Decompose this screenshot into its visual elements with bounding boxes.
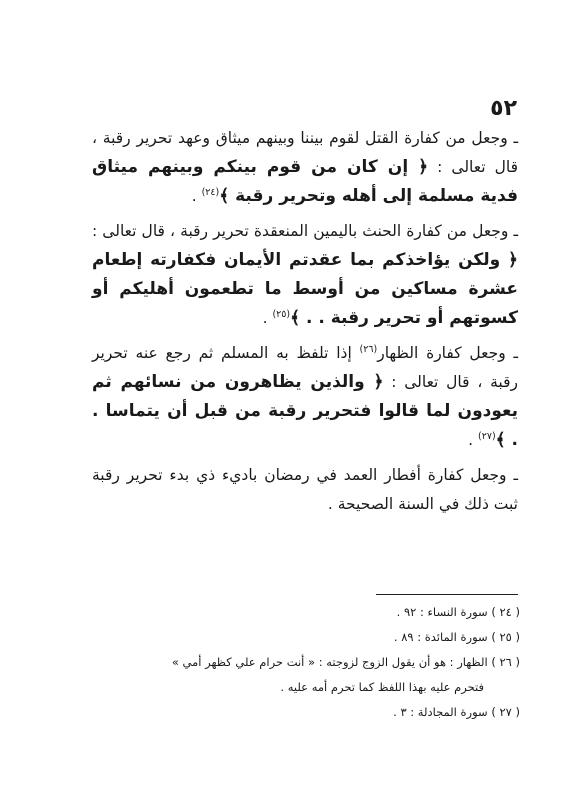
paragraph-text: إذا تلفظ به المسلم ثم رجع عنه تحرير رقبة ، قال تعالى : bbox=[92, 344, 518, 391]
page-number: ٥٢ bbox=[490, 96, 517, 121]
main-text bbox=[92, 124, 518, 525]
footnote-25: ( ٢٥ ) سورة المائدة : ٨٩ . bbox=[393, 630, 520, 644]
footnote-ref-24: (٢٤) bbox=[201, 186, 220, 198]
quran-verse: ﴿ والذين يظاهرون من نسائهم ثم يعودون لما قالوا فتحرير رقبة من قبل أن يتماسا . . ﴾ bbox=[92, 372, 518, 450]
footnote-ref-26: (٢٦) bbox=[359, 343, 378, 355]
sentence-end: . bbox=[468, 431, 478, 449]
quran-verse: ﴿ ولكن يؤاخذكم بما عقدتم الأيمان فكفارته إطعام عشرة مساكين من أوسط ما تطعمون أهليكم أو كسوتهم أو تحرير رقبة . . ﴾ bbox=[92, 250, 518, 328]
sentence-end: . bbox=[191, 187, 202, 205]
paragraph-text: ـ وجعل من كفارة الحنث باليمين المنعقدة تحرير رقبة ، قال تعالى : bbox=[92, 222, 518, 240]
footnote-24: ( ٢٤ ) سورة النساء : ٩٢ . bbox=[396, 605, 520, 619]
footnote-26: ( ٢٦ ) الظهار : هو أن يقول الزوج لزوجته : « أنت حرام علي كظهر أمي » bbox=[171, 655, 520, 669]
paragraph-oath-expiation bbox=[92, 217, 518, 333]
sentence-end: . bbox=[262, 309, 273, 327]
paragraph-killing-expiation bbox=[92, 124, 518, 211]
paragraph-fasting-expiation bbox=[92, 461, 518, 519]
quran-verse: ﴿ إن كان من قوم بينكم وبينهم ميثاق فدية مسلمة إلى أهله وتحرير رقبة ﴾ bbox=[92, 157, 518, 206]
paragraph-text: ـ وجعل من كفارة القتل لقوم بيننا وبينهم ميثاق وعهد تحرير رقبة ، قال تعالى : bbox=[92, 129, 518, 176]
footnote-ref-27: (٢٧) bbox=[478, 430, 496, 442]
footnote-26-continuation: فتحرم عليه بهذا اللفظ كما تحرم أمه عليه . bbox=[280, 680, 484, 694]
footnotes bbox=[82, 600, 520, 725]
paragraph-text: ـ وجعل كفارة الظهار bbox=[377, 344, 519, 362]
paragraph-zihar-expiation bbox=[92, 339, 518, 455]
footnote-ref-25: (٢٥) bbox=[272, 308, 291, 320]
footnote-divider bbox=[376, 594, 518, 595]
paragraph-text: ـ وجعل كفارة أفطار العمد في رمضان باديء ذي بدء تحرير رقبة ثبت ذلك في السنة الصحيحة . bbox=[92, 466, 518, 513]
footnote-27: ( ٢٧ ) سورة المجادلة : ٣ . bbox=[393, 705, 520, 719]
